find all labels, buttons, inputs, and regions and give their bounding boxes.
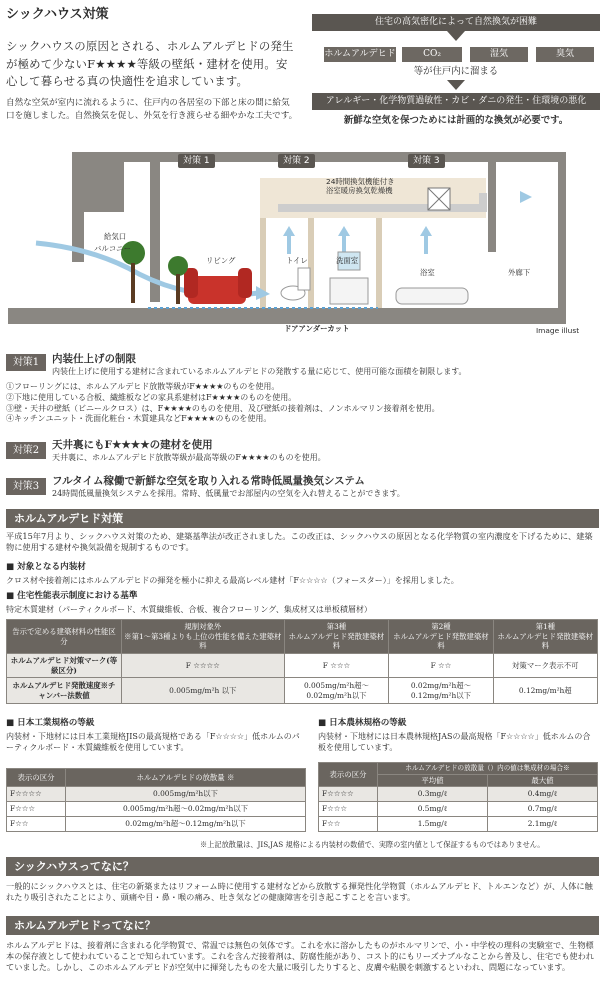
table-cell: 0.005mg/m²h以下 xyxy=(66,787,306,802)
ventilator-label: 24時間換気機能付き 浴室暖房換気乾燥機 xyxy=(326,177,395,195)
jis-text: 内装材・下地材には日本工業規格JISの最高規格である「F☆☆☆☆」低ホルムのパーティクルボード・木質繊維板を使用しています。 xyxy=(6,732,300,752)
jis-heading-text: 日本工業規格の等級 xyxy=(17,718,95,728)
table-header: 告示で定める建築材料の性能区分 xyxy=(7,620,122,654)
flow-arrow-2-icon xyxy=(447,80,465,90)
table-cell: 0.005mg/m²h 以下 xyxy=(122,678,285,704)
whatis-section-header: ホルムアルデヒドってなに？ xyxy=(6,916,599,935)
note: ①フローリングには、ホルムアルデヒド放散等級がF★★★★のものを使用。 xyxy=(6,382,280,391)
measure-2-title: 天井裏にもF★★★★の建材を使用 xyxy=(52,439,213,451)
page-title: シックハウス対策 xyxy=(6,7,109,22)
lead-text: シックハウスの原因とされる、ホルムアルデヒドの発生が極めて少ないF★★★★等級の壁紙・建材を使用。安心して暮らせる真の快適性を追求しています。 xyxy=(6,39,294,89)
table-cell: 1.5mg/ℓ xyxy=(378,817,488,832)
table-cell: F☆☆☆☆ xyxy=(319,787,378,802)
note: ④キッチンユニット・洗面化粧台・木質建具などF★★★★のものを使用。 xyxy=(6,414,272,424)
footnote: ※上記放散量は、JIS,JAS 規格による内装材の数値で、実際の室内値として保証するものではありません。 xyxy=(200,840,545,849)
jis-table xyxy=(6,768,306,832)
table-header: 表示の区分 xyxy=(7,769,66,787)
measure-1-text: 内装仕上げに使用する建材に含まれているホルムアルデヒドの発散する量に応じて、使用可能な面積を制限します。 xyxy=(52,367,467,376)
table-cell: F☆☆☆☆ xyxy=(7,787,66,802)
performance-heading-text: 住宅性能表示制度における基準 xyxy=(17,591,138,601)
table-cell: 0.5mg/ℓ xyxy=(378,802,488,817)
flow-top-bar: 住宅の高気密化によって自然換気が困難 xyxy=(312,14,600,31)
table-cell: 0.4mg/ℓ xyxy=(487,787,597,802)
flow-item: ホルムアルデヒド xyxy=(324,47,396,62)
jis-heading: ■ 日本工業規格の等級 xyxy=(6,718,95,728)
ventilation-diagram xyxy=(8,148,600,346)
table-cell: F☆☆ xyxy=(7,817,66,832)
jas-table xyxy=(318,762,598,832)
formaldehyde-section-header: ホルムアルデヒド対策 xyxy=(6,509,599,528)
table-header: 平均値 xyxy=(378,775,488,787)
table-cell: ホルムアルデヒド対策マーク(等級区分) xyxy=(7,654,122,678)
measure-2-text: 天井裏に、ホルムアルデヒド放散等級が最高等級のF★★★★のものを使用。 xyxy=(52,453,326,462)
measure-3-text: 24時間低風量換気システムを採用。常時、低風量でお部屋内の空気を入れ替えることができます。 xyxy=(52,489,405,498)
table-row xyxy=(319,802,598,817)
table-row xyxy=(7,787,306,802)
measure-1-tag: 対策1 xyxy=(6,354,46,371)
table-cell: F ☆☆☆☆ xyxy=(122,654,285,678)
table-cell: 対策マーク表示不可 xyxy=(493,654,597,678)
jas-text: 内装材・下地材には日本農林規格JASの最高規格「F☆☆☆☆」低ホルムの合板を使用しています。 xyxy=(318,732,591,752)
table-cell: 0.12mg/m²h超 xyxy=(493,678,597,704)
table-header: 第2種 ホルムアルデヒド発散建築材料 xyxy=(389,620,493,654)
table-header: ホルムアルデヒドの放散量 ※ xyxy=(66,769,306,787)
flow-item: 湿気 xyxy=(470,47,528,62)
table-header: 規制対象外 ※第1〜第3種よりも上位の性能を備えた建築材料 xyxy=(122,620,285,654)
living-label: リビング xyxy=(206,256,236,265)
table-cell: F☆☆ xyxy=(319,817,378,832)
material-heading: ■ 対象となる内装材 xyxy=(6,562,86,572)
measure-3-title: フルタイム稼働で新鮮な空気を取り入れる常時低風量換気システム xyxy=(52,475,365,487)
table-header: ホルムアルデヒドの放散量（）内の値は集成材の場合※ xyxy=(378,763,598,775)
table-header: 第3種 ホルムアルデヒド発散建築材料 xyxy=(284,620,389,654)
flow-item: 臭気 xyxy=(536,47,594,62)
balcony-label: バルコニー xyxy=(94,244,131,253)
table-cell: 0.3mg/ℓ xyxy=(378,787,488,802)
measure-1-title: 内装仕上げの制限 xyxy=(52,353,136,365)
table-header: 最大値 xyxy=(487,775,597,787)
note: ③壁・天井の壁紙（ビニールクロス）は、F★★★★のものを使用、及び壁紙の接着剤は、ノンホルマリン接着剤を使用。 xyxy=(6,403,440,413)
table-cell: 0.005mg/m²h超〜 0.02mg/m²h以下 xyxy=(284,678,389,704)
washroom-label: 洗面室 xyxy=(336,256,359,265)
measure-2-tag: 対策2 xyxy=(6,442,46,459)
flow-middle: 等が住戸内に溜まる xyxy=(413,66,499,77)
measure-3-tag: 対策3 xyxy=(6,478,46,495)
bath-label: 浴室 xyxy=(420,268,435,277)
measure-badge-2: 対策 2 xyxy=(278,154,315,168)
table-row xyxy=(319,817,598,832)
table-cell: 0.7mg/ℓ xyxy=(487,802,597,817)
table-cell: F ☆☆ xyxy=(389,654,493,678)
performance-text: 特定木質建材（パーティクルボード、木質繊維板、合板、複合フローリング、集成材又は単板積層材） xyxy=(6,605,372,614)
table-row xyxy=(7,817,306,832)
sub-text: 自然な空気が室内に流れるように、住戸内の各居室の下部と床の間に給気口を施しました。自然換気を促し、外気を行き渡らせる細やかな工夫です。 xyxy=(6,98,298,121)
table-row xyxy=(7,678,598,704)
door-undercut-label: ドアアンダーカット xyxy=(284,324,350,333)
note: ②下地に使用している合板、繊維板などの家具系建材はF★★★★のものを使用。 xyxy=(6,392,297,402)
performance-table xyxy=(6,619,598,704)
jas-heading-text: 日本農林規格の等級 xyxy=(329,718,407,728)
toilet-label: トイレ xyxy=(286,256,308,265)
measure-badge-1: 対策 1 xyxy=(178,154,215,168)
material-text: クロス材や接着剤にはホルムアルデヒドの揮発を極小に抑える最高レベル建材「F☆☆☆☆（フォースター）」を採用しました。 xyxy=(6,576,459,585)
table-cell: ホルムアルデヒド発散速度※チャンバー法数値 xyxy=(7,678,122,704)
jas-heading: ■ 日本農林規格の等級 xyxy=(318,718,407,728)
flow-arrow-1-icon xyxy=(447,31,465,41)
image-caption: Image illust xyxy=(536,326,580,335)
flow-item: CO₂ xyxy=(402,47,462,62)
material-heading-text: 対象となる内装材 xyxy=(17,562,86,572)
table-row xyxy=(7,654,598,678)
table-cell: 0.02mg/m²h超〜 0.12mg/m²h以下 xyxy=(389,678,493,704)
intake-label: 給気口 xyxy=(104,232,127,241)
table-cell: 0.02mg/m²h超〜0.12mg/m²h以下 xyxy=(66,817,306,832)
measure-1-notes xyxy=(6,382,596,425)
table-cell: 2.1mg/ℓ xyxy=(487,817,597,832)
hallway-label: 外廊下 xyxy=(508,268,531,277)
measure-badge-3: 対策 3 xyxy=(408,154,445,168)
whatis-text: ホルムアルデヒドは、接着剤に含まれる化学物質で、常温では無色の気体です。これを水に溶かしたものがホルマリンで、小・中学校の理科の実験室で、生物標本の保存液として使われていることで知られています。これを含んだ接着剤は、防腐性能があり、コスト的にもリーズナブルなことから普及し、住宅でも使われていました。しかし、このホルムアルデヒドが空気中に揮発したものを大量に吸引したりすると、皮膚や粘膜を刺激するといわれ、問題になっています。 xyxy=(6,940,594,973)
table-row xyxy=(319,787,598,802)
sickhouse-section-header: シックハウスってなに？ xyxy=(6,857,599,876)
table-row xyxy=(7,802,306,817)
table-cell: F☆☆☆ xyxy=(319,802,378,817)
flow-bottom-bar: アレルギー・化学物質過敏性・カビ・ダニの発生・住環境の悪化 xyxy=(312,93,600,110)
table-header: 第1種 ホルムアルデヒド発散建築材料 xyxy=(493,620,597,654)
formaldehyde-intro: 平成15年7月より、シックハウス対策のため、建築基準法が改正されました。この改正は、シックハウスの原因となる化学物質の室内濃度を下げるために、建築物に使用する建材や換気設備を規制するものです。 xyxy=(6,531,593,553)
table-cell: F ☆☆☆ xyxy=(284,654,389,678)
table-cell: F☆☆☆ xyxy=(7,802,66,817)
performance-heading: ■ 住宅性能表示制度における基準 xyxy=(6,591,138,601)
table-header: 表示の区分 xyxy=(319,763,378,787)
table-cell: 0.005mg/m²h超〜0.02mg/m²h以下 xyxy=(66,802,306,817)
flow-conclusion: 新鮮な空気を保つためには計画的な換気が必要です。 xyxy=(343,115,569,126)
sickhouse-text: 一般的にシックハウスとは、住宅の新築またはリフォーム時に使用する建材などから放散する揮発性化学物質（ホルムアルデヒド、トルエンなど）が、人体に触れたり吸引されたことにより、頭痛や目・鼻・喉の痛み、吐き気などの健康障害を引き起こすことを言います。 xyxy=(6,881,593,903)
